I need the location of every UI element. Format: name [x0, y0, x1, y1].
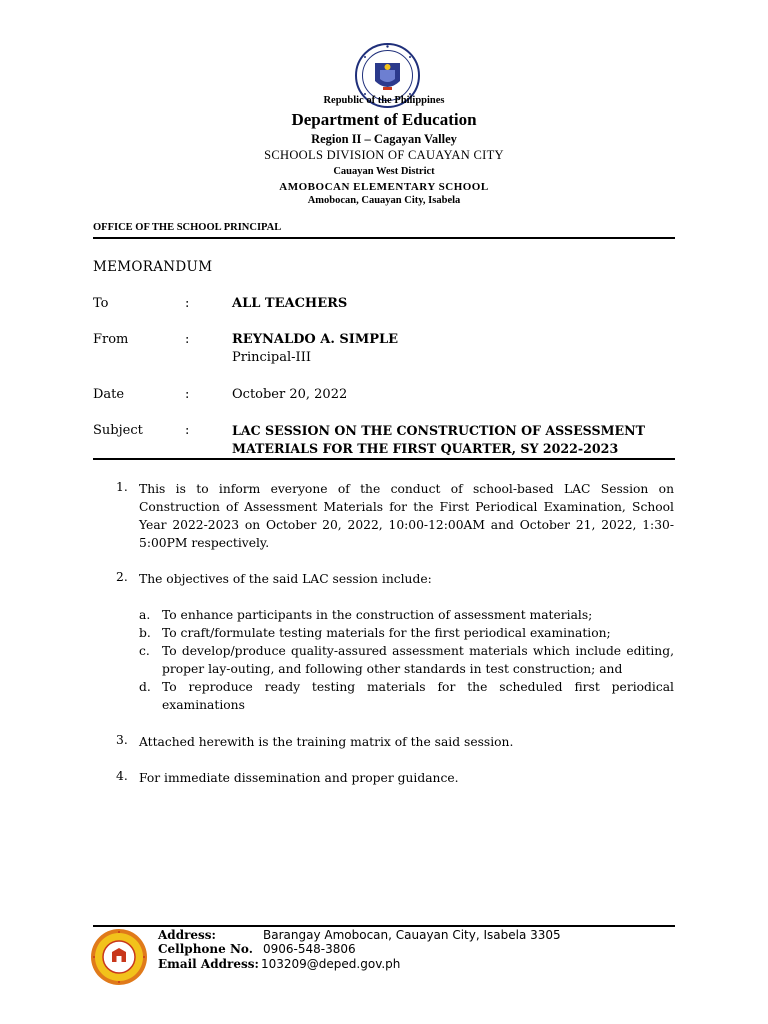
objective-b-letter: b. — [139, 626, 151, 640]
to-value: ALL TEACHERS — [232, 296, 348, 311]
objective-d-text: To reproduce ready testing materials for the scheduled first periodical examinations — [162, 680, 674, 712]
school-logo — [90, 928, 148, 986]
phone-label: Cellphone No. — [158, 942, 253, 956]
office-label: OFFICE OF THE SCHOOL PRINCIPAL — [93, 222, 282, 233]
objective-d-letter: d. — [139, 680, 151, 694]
objective-c-letter: c. — [139, 644, 150, 658]
division-line: SCHOOLS DIVISION OF CAUAYAN CITY — [264, 148, 504, 162]
date-colon: : — [185, 387, 190, 402]
school-name: AMOBOCAN ELEMENTARY SCHOOL — [279, 181, 489, 193]
to-label: To — [93, 296, 109, 311]
date-value: October 20, 2022 — [232, 387, 348, 402]
header-divider — [93, 237, 675, 239]
email-label: Email Address: — [158, 957, 259, 971]
objective-a-text: To enhance participants in the construction of assessment materials; — [162, 608, 593, 622]
item-1-number: 1. — [116, 480, 128, 494]
email-value: 103209@deped.gov.ph — [261, 957, 401, 971]
address-value: Barangay Amobocan, Cauayan City, Isabela 3305 — [263, 928, 561, 942]
republic-line: Republic of the Philippines — [323, 95, 445, 106]
to-colon: : — [185, 296, 190, 311]
region-line: Region II – Cagayan Valley — [311, 132, 457, 146]
subject-divider — [93, 458, 675, 460]
school-address: Amobocan, Cauayan City, Isabela — [307, 195, 461, 206]
from-position: Principal-III — [232, 350, 311, 365]
district-line: Cauayan West District — [333, 166, 435, 177]
from-value: REYNALDO A. SIMPLE — [232, 332, 399, 347]
item-2-text: The objectives of the said LAC session include: — [139, 572, 432, 586]
subject-label: Subject — [93, 423, 143, 438]
department-name: Department of Education — [291, 110, 477, 129]
subject-line-2: MATERIALS FOR THE FIRST QUARTER, SY 2022-2023 — [232, 441, 619, 456]
subject-line-1: LAC SESSION ON THE CONSTRUCTION OF ASSESSMENT — [232, 423, 646, 438]
objective-a-letter: a. — [139, 608, 151, 622]
item-2-number: 2. — [116, 570, 128, 584]
memo-title: MEMORANDUM — [93, 259, 213, 275]
objective-b-text: To craft/formulate testing materials for the first periodical examination; — [162, 626, 611, 640]
objective-c-text: To develop/produce quality-assured assessment materials which include editing, proper lay-outing, and following other standards in test construction; and — [162, 644, 674, 676]
date-label: Date — [93, 387, 125, 402]
item-3-text: Attached herewith is the training matrix of the said session. — [139, 735, 514, 749]
phone-value: 0906-548-3806 — [263, 942, 356, 956]
address-label: Address: — [158, 928, 216, 942]
subject-colon: : — [185, 423, 190, 438]
from-colon: : — [185, 332, 190, 347]
from-label: From — [93, 332, 129, 347]
item-4-number: 4. — [116, 769, 128, 783]
item-3-number: 3. — [116, 733, 128, 747]
item-4-text: For immediate dissemination and proper guidance. — [139, 771, 459, 785]
footer-divider — [93, 925, 675, 927]
item-1-text: This is to inform everyone of the conduct of school-based LAC Session on Construction of Assessment Materials for the First Periodical Examination, School Year 2022-2023 on October 20, 2022, 10:00-12:00AM and October 21, 2022, 1:30-5:00PM respectively. — [139, 482, 674, 550]
